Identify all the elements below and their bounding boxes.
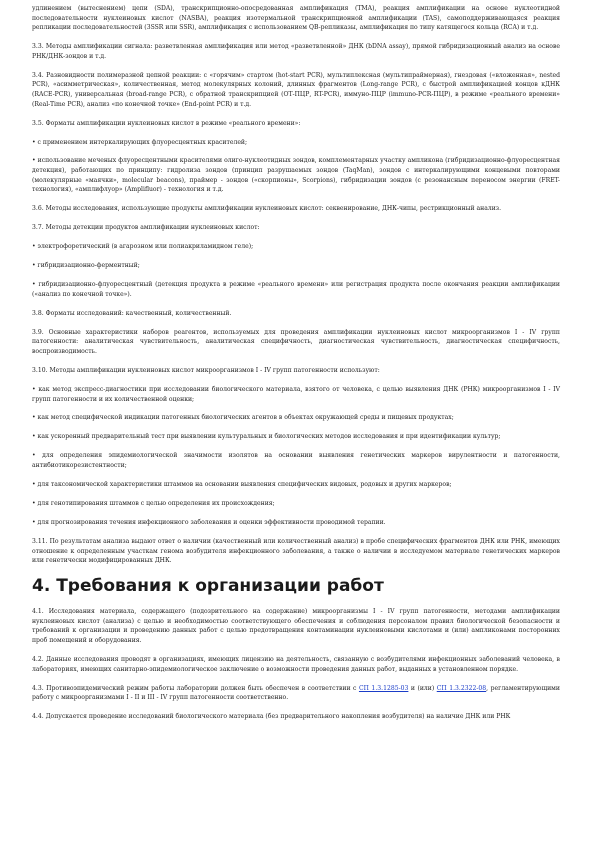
list-item: • как ускоренный предварительный тест при выявлении культуральных и биологических методов исследования и при идентификации культур; bbox=[32, 433, 501, 441]
paragraph-3-7: 3.7. Методы детекции продуктов амплификации нуклеиновых кислот: bbox=[32, 224, 260, 232]
paragraph-3-11: 3.11. По результатам анализа выдают ответ о наличии (качественный или количественный анализ) в пробе специфических фрагментов ДНК или РНК, имеющих отношение к определенным участкам генома возбудителя инфекционного заболевания, а также о наличии в исследуемом материале генетических маркеров или генетически модифицированных ДНК. bbox=[32, 537, 560, 565]
list-item: • для генотипирования штаммов с целью определения их происхождения; bbox=[32, 500, 275, 508]
paragraph-3-10: 3.10. Методы амплификации нуклеиновых кислот микроорганизмов I - IV групп патогенности используют: bbox=[32, 366, 380, 374]
sp-1285-link[interactable]: СП 1.3.1285-03 bbox=[358, 684, 409, 692]
paragraph-sda: удлинением (вытеснением) цепи (SDA), транскрипционно-опосредованная амплификация (TMA), реакция амплификации на основе нуклеотидной последовательности нуклеиновых кислот (NASBA), реакция изотермальной транскрипционной амплификации (TAS), самоподдерживающаяся реакция репликации последовательностей (3SSR или SSR), амплификация с использованием QB-репликазы, амплификация по типу катящегося кольца (RCA) и т.д. bbox=[32, 5, 560, 32]
list-item: • как метод специфической индикации патогенных биологических агентов в объектах окружающей среды и пищевых продуктах; bbox=[32, 414, 454, 422]
paragraph-4-1: 4.1. Исследования материала, содержащего (подозрительного на содержание) микроорганизмы I - IV групп патогенности, методами амплификации нуклеиновых кислот (анализа) с целью и необходимостью соответствующего обеспечения и соблюдения персоналом правил биологической безопасности и требований к организации и проведению данных работ с целью предотвращения контаминации нуклеиновыми кислотами и (или) ампликонами посторонних проб помещений и оборудования. bbox=[32, 608, 560, 644]
paragraph-3-9: 3.9. Основные характеристики наборов реагентов, используемых для проведения амплификации нуклеиновых кислот микроорганизмов I - IV групп патогенности: аналитическая чувствительность, аналитическая специфичность, диагностическая чувствительность, диагностическая специфичность, воспроизводимость. bbox=[32, 328, 560, 355]
paragraph-3-6: 3.6. Методы исследования, использующие продукты амплификации нуклеиновых кислот: секвенирование, ДНК-чипы, рестрикционный анализ. bbox=[32, 205, 502, 213]
list-item: • использование меченых флуоресцентными красителями олиго-нуклеотидных зондов, комплементарных участку ампликона (гибридизационно-флуоресцентная детекция), работающих по принципу: гидролиза зондов (принцип разрушаемых зондов (TaqMan), зондов с интеркалирующими концевыми повторами (молекулярные «маячки», molecular beacons), праймер - зондов («скорпионы», Scorpions), гибридизации зондов (с резонансным переносом энергии (FRET-технология), «амплифлуор» (Amplifluor) - технология и т.д. bbox=[32, 157, 560, 194]
list-item: • гибридизационно-флуоресцентный (детекция продукта в режиме «реального времени» или регистрация продукта после окончания реакции амплификации («анализ по конечной точке»). bbox=[32, 281, 560, 298]
section-heading: 4. Требования к организации работ bbox=[32, 576, 384, 597]
list-item: • для таксономической характеристики штаммов на основании выявления специфических видовых, родовых и других маркеров; bbox=[32, 481, 452, 489]
list-item: • электрофоретический (в агарозном или полиакриламидном геле); bbox=[32, 243, 254, 251]
paragraph-3-3: 3.3. Методы амплификации сигнала: разветвленная амплификация или метод «разветвленной» ДНК (bDNA assay), прямой гибридизационный анализ на основе РНК/ДНК-зондов и т.д. bbox=[32, 43, 560, 60]
list-item: • для прогнозирования течения инфекционного заболевания и оценки эффективности проводимой терапии. bbox=[32, 519, 386, 526]
paragraph-4-3-text-middle: и (или) bbox=[408, 684, 437, 692]
paragraph-4-3 bbox=[32, 684, 560, 703]
document-page bbox=[32, 4, 560, 731]
list-item: • как метод экспресс-диагностики при исследовании биологического материала, взятого от человека, с целью выявления ДНК (РНК) микроорганизмов I - IV групп патогенности и их количественной оценки; bbox=[32, 385, 560, 403]
list-item: • для определения эпидемиологической значимости изолятов на основании выявления генетических маркеров вирулентности и патогенности, антибиотикорезистентности; bbox=[32, 452, 560, 470]
paragraph-3-8: 3.8. Форматы исследований: качественный, количественный. bbox=[32, 309, 232, 317]
paragraph-4-2: 4.2. Данные исследования проводят в организациях, имеющих лицензию на деятельность, связанную с возбудителями инфекционных заболеваний человека, в лабораториях, имеющих санитарно-эпидемиологическое заключение о возможности проведения данных работ, выданных в установленном порядке. bbox=[32, 655, 560, 673]
list-item: • гибридизационно-ферментный; bbox=[32, 262, 140, 270]
list-item: • с применением интеркалирующих флуоресцентных красителей; bbox=[32, 138, 248, 146]
paragraph-4-3-text-end: , регламентирующими работу с микроорганизмами I - II и III - IV групп патогенности соответственно. bbox=[32, 684, 560, 702]
sp-2322-link[interactable]: СП 1.3.2322-08 bbox=[436, 684, 487, 692]
paragraph-3-5: 3.5. Форматы амплификации нуклеиновых кислот в режиме «реального времени»: bbox=[32, 119, 301, 127]
paragraph-4-3-text-start: 4.3. Противоэпидемический режим работы лаборатории должен быть обеспечен в соответствии с bbox=[32, 684, 359, 692]
paragraph-3-4: 3.4. Разновидности полимеразной цепной реакции: с «горячим» стартом (hot-start PCR), мультиплексная (мультипраймерная), гнездовая («вложенная», nested PCR), «асимметрическая», количественная, метод молекулярных колоний, длинных фрагментов (Long-range PCR), с быстрой амплификацией концов кДНК (RACE-PCR), универсальная (broad-range PCR), с обратной транскрипцией (ОТ-ПЦР, RT-PCR), иммуно-ПЦР (immuno-PCR-ПЦР), в режиме «реального времени» (Real-Time PCR), анализ «по конечной точке» (End-point PCR) и т.д. bbox=[32, 71, 560, 108]
paragraph-4-4: 4.4. Допускается проведение исследований биологического материала (без предварительного накопления возбудителя) на наличие ДНК или РНК bbox=[32, 713, 511, 721]
